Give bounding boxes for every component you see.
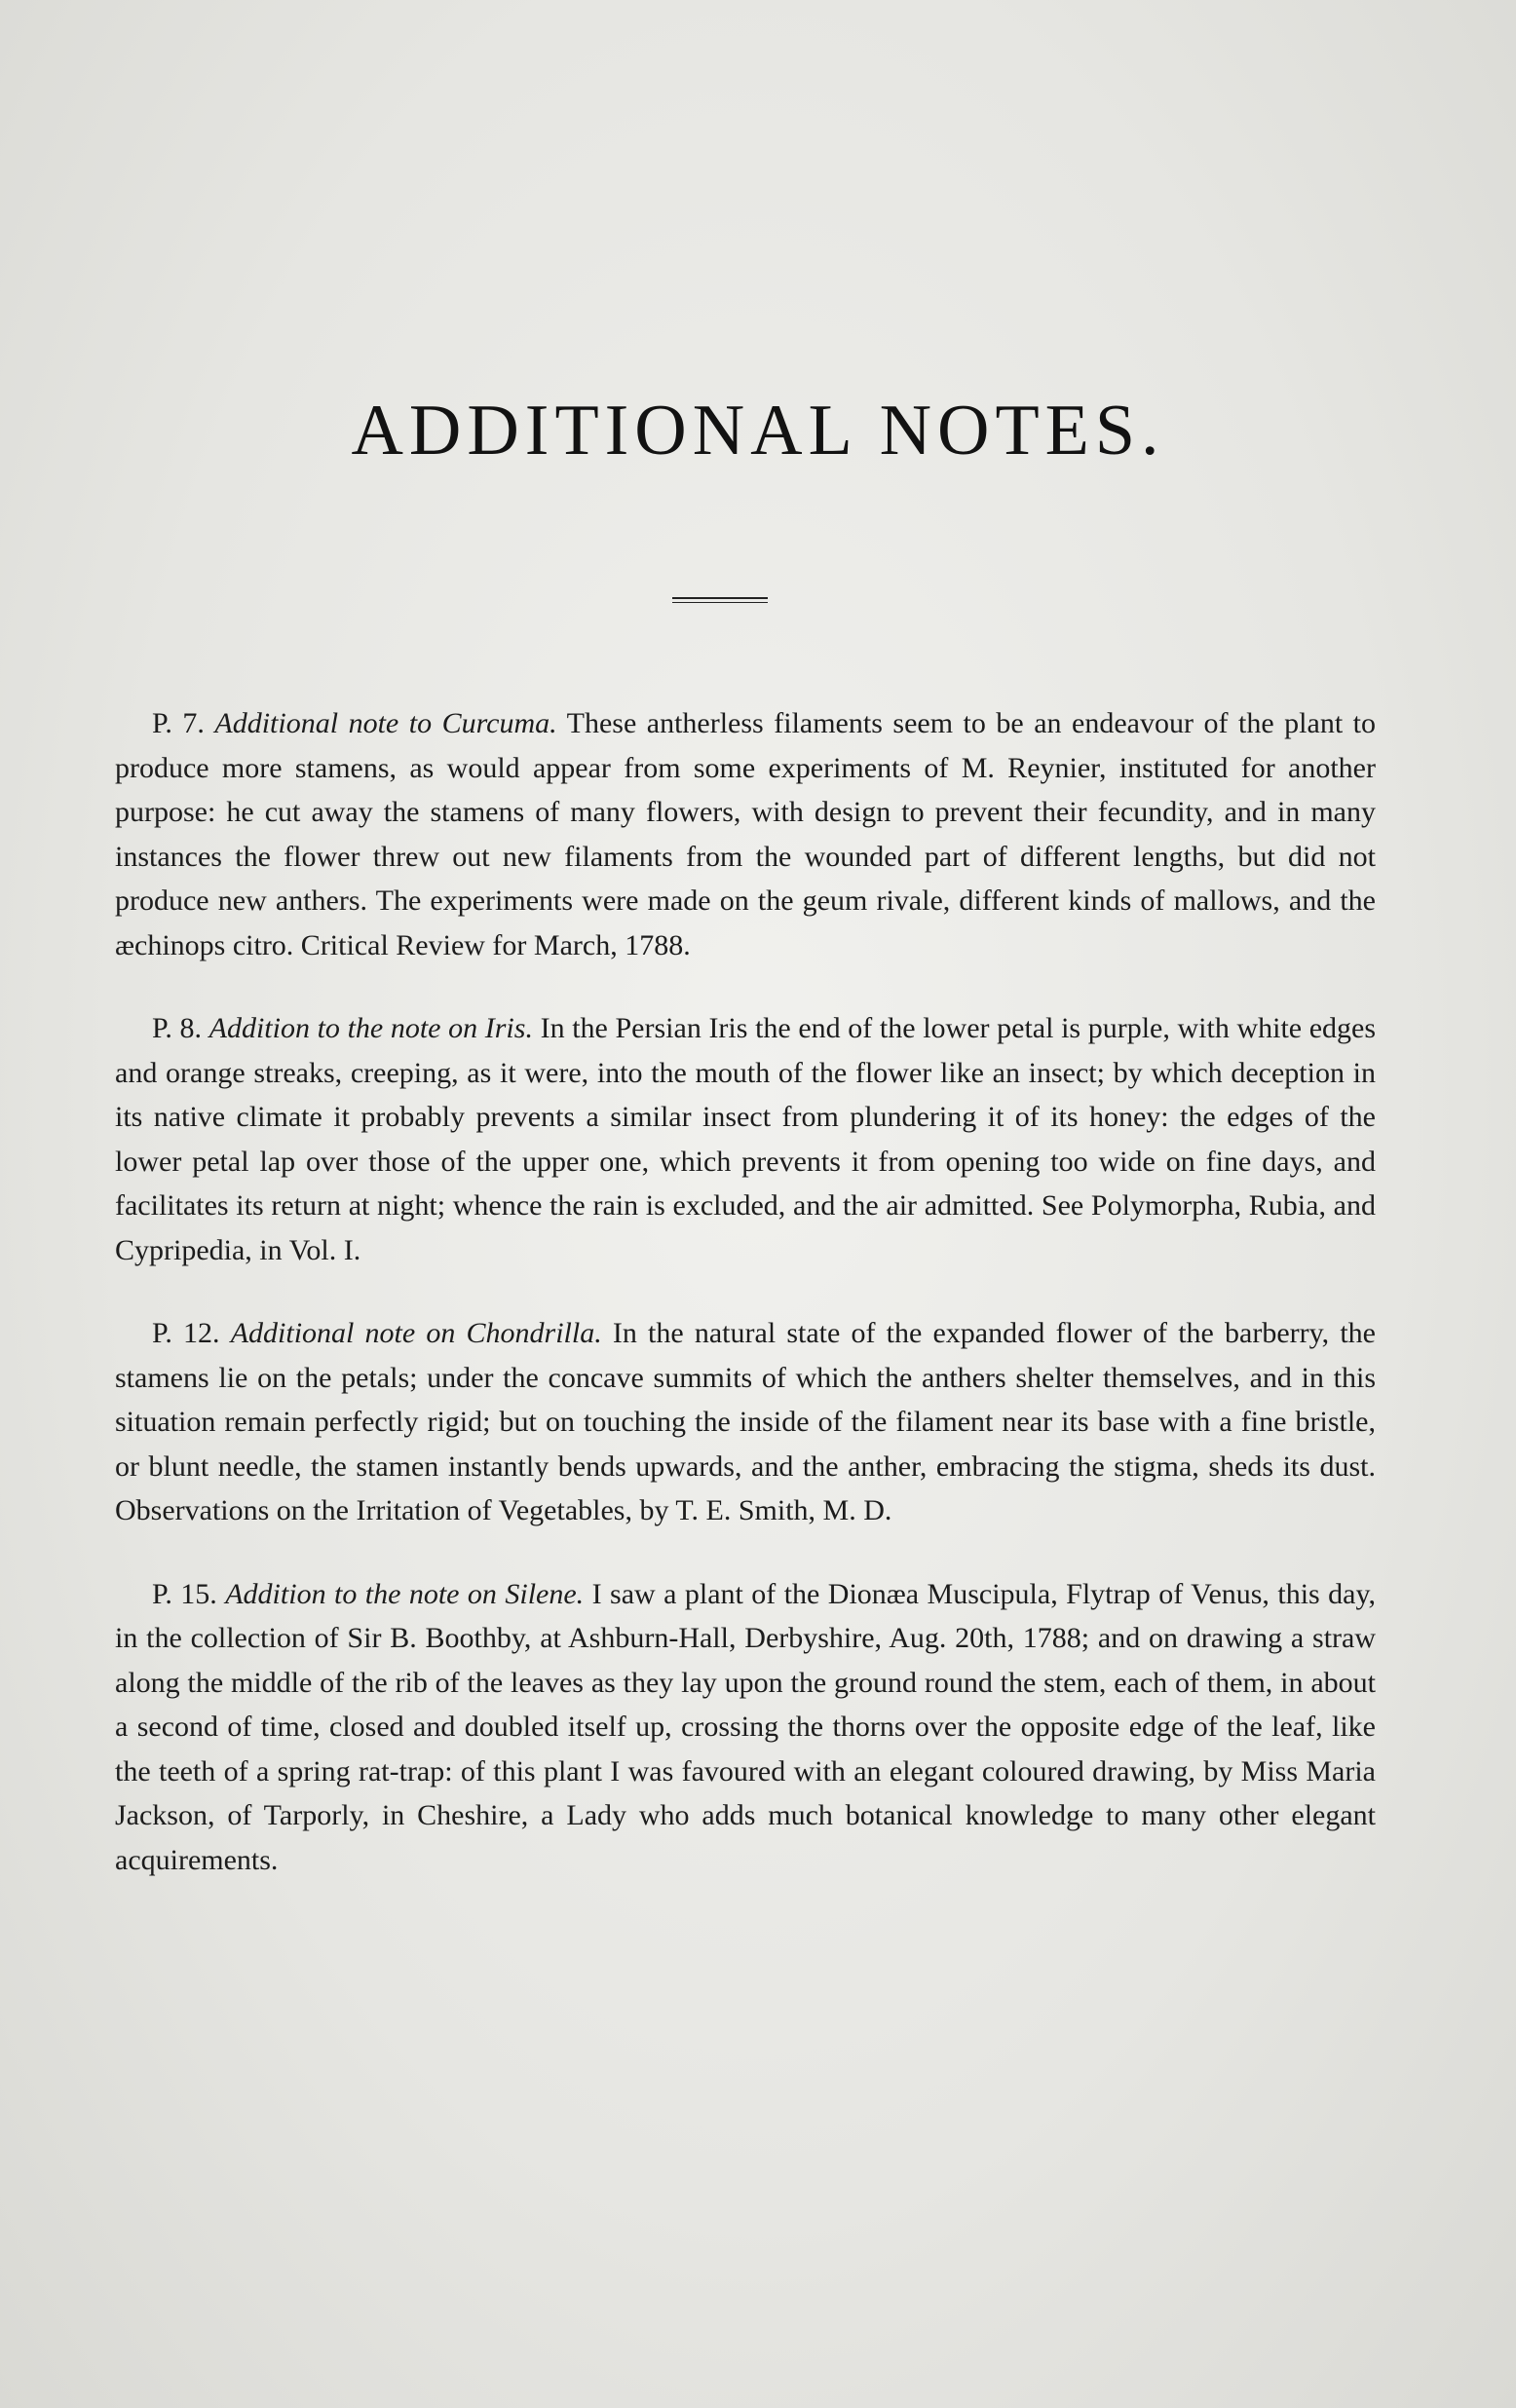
note-ref: P. 15. bbox=[152, 1577, 217, 1610]
note-p12 bbox=[115, 1311, 1376, 1533]
note-heading: Additional note to Curcuma. bbox=[214, 707, 557, 739]
note-p8 bbox=[115, 1006, 1376, 1272]
note-p7 bbox=[115, 701, 1376, 967]
note-text: In the natural state of the expanded flower of the barberry, the stamens lie on the petals; under the concave summits of which the anthers shelter themselves, and in this situation remain perfectly rigid; but on touching the inside of the filament near its base with a fine bristle, or blunt needle, the stamen instantly bends upwards, and the anther, embracing the stigma, sheds its dust. Observations on the Irritation of Vegetables, by T. E. Smith, M. D. bbox=[115, 1317, 1376, 1526]
note-ref: P. 12. bbox=[152, 1317, 220, 1349]
note-ref: P. 8. bbox=[152, 1012, 202, 1044]
title-rule bbox=[672, 597, 768, 603]
note-heading: Additional note on Chondrilla. bbox=[230, 1317, 602, 1349]
note-text: I saw a plant of the Dionæa Muscipula, Flytrap of Venus, this day, in the collection of Sir B. Boothby, at Ashburn-Hall, Derbyshire, Aug. 20th, 1788; and on drawing a straw along the middle of the rib of the leaves as they lay upon the ground round the stem, each of them, in about a second of time, closed and doubled itself up, crossing the thorns over the opposite edge of the leaf, like the teeth of a spring rat-trap: of this plant I was favoured with an elegant coloured drawing, by Miss Maria Jackson, of Tarporly, in Cheshire, a Lady who adds much botanical knowledge to many other elegant acquirements. bbox=[115, 1577, 1377, 1876]
note-text: These antherless filaments seem to be an endeavour of the plant to produce more stamens, as would appear from some experiments of M. Reynier, instituted for another purpose: he cut away the stamens of many flowers, with design to prevent their fecundity, and in many instances the flower threw out new filaments from the wounded part of different lengths, but did not produce new anthers. The experiments were made on the geum rivale, different kinds of mallows, and the æchinops citro. Critical Review for March, 1788. bbox=[115, 707, 1377, 961]
page-title: ADDITIONAL NOTES. bbox=[351, 391, 1165, 470]
note-text: In the Persian Iris the end of the lower petal is purple, with white edges and orange streaks, creeping, as it were, into the mouth of the flower like an insect; by which deception in its native climate it probably prevents a similar insect from plundering it of its honey: the edges of the lower petal lap over those of the upper one, which prevents it from opening too wide on fine days, and facilitates its return at night; whence the rain is excluded, and the air admitted. See Polymorpha, Rubia, and Cypripedia, in Vol. I. bbox=[115, 1012, 1377, 1266]
note-heading: Addition to the note on Silene. bbox=[225, 1577, 585, 1610]
note-ref: P. 7. bbox=[152, 707, 205, 739]
note-p15 bbox=[115, 1572, 1376, 1883]
notes-body bbox=[115, 701, 1376, 1921]
note-heading: Addition to the note on Iris. bbox=[208, 1012, 533, 1044]
